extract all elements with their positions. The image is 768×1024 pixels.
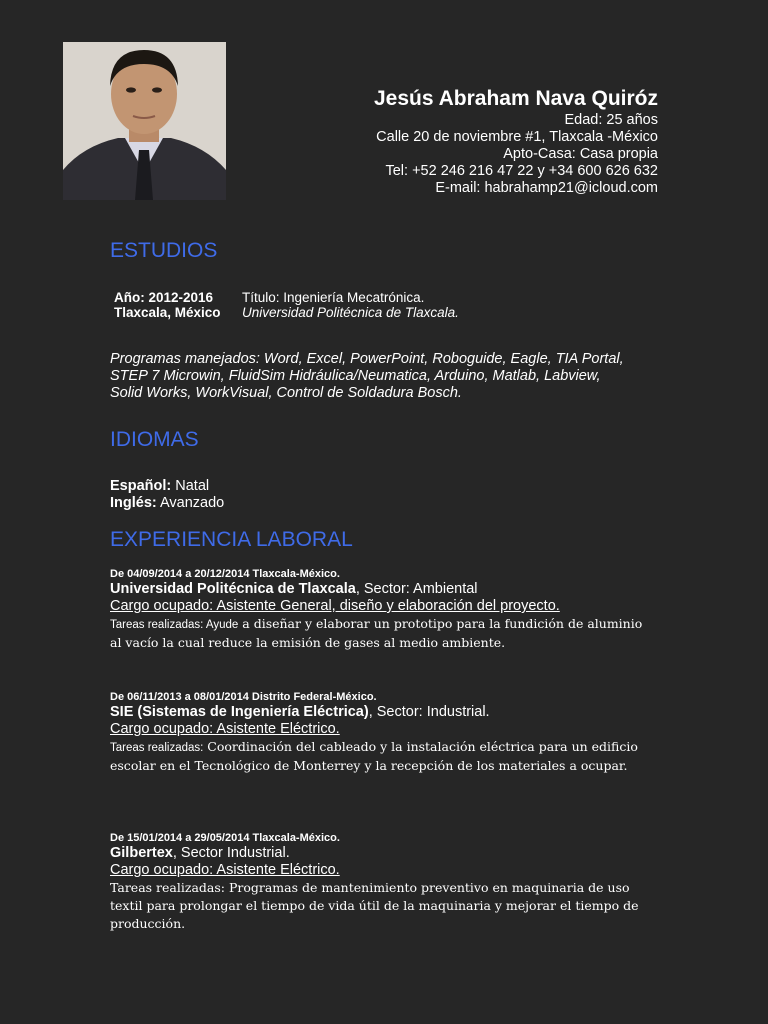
job-dates: De 15/01/2014 a 29/05/2014 Tlaxcala-México. <box>110 832 340 844</box>
job-tasks <box>110 615 655 652</box>
job-sector: , Sector: Ambiental <box>355 581 478 597</box>
portrait-image <box>63 42 226 200</box>
language-item <box>110 495 224 512</box>
section-heading-experiencia: EXPERIENCIA LABORAL <box>110 528 353 551</box>
language-level: Natal <box>175 478 210 494</box>
email-text: E-mail: habrahamp21@icloud.com <box>435 180 658 196</box>
job-tasks-text: Coordinación del cableado y la instalación eléctrica para un edificio escolar en el Tecnológico de Monterrey y la recepción de los materiales a ocupar. <box>110 739 638 773</box>
profile-photo <box>63 42 226 200</box>
language-item <box>110 478 209 495</box>
section-heading-idiomas: IDIOMAS <box>110 428 199 451</box>
language-name: Español: <box>110 478 172 494</box>
job-sector: , Sector: Industrial. <box>368 704 490 720</box>
job-company: SIE (Sistemas de Ingeniería Eléctrica) <box>110 704 369 720</box>
job-company: Universidad Politécnica de Tlaxcala <box>110 581 356 597</box>
contact-header <box>374 86 658 197</box>
phone-text: Tel: +52 246 216 47 22 y +34 600 626 632 <box>385 163 658 179</box>
job-organization <box>110 845 655 862</box>
job-tasks <box>110 738 655 775</box>
language-name: Inglés: <box>110 495 157 511</box>
housing-text: Apto-Casa: Casa propia <box>503 146 658 162</box>
candidate-name: Jesús Abraham Nava Quiróz <box>374 87 658 110</box>
job-tasks-text: a diseñar y elaborar un prototipo para la fundición de aluminio al vacío la cual reduce la emisión de gases al medio ambiente. <box>110 616 643 650</box>
job-entry <box>110 568 655 652</box>
job-organization <box>110 704 655 721</box>
education-row-1 <box>114 290 424 305</box>
education-years: Año: 2012-2016 <box>114 290 214 305</box>
job-dates: De 06/11/2013 a 08/01/2014 Distrito Federal-México. <box>110 691 377 703</box>
language-level: Avanzado <box>159 495 225 511</box>
job-company: Gilbertex <box>110 845 173 861</box>
address-text: Calle 20 de noviembre #1, Tlaxcala -México <box>376 129 658 145</box>
job-entry <box>110 832 655 933</box>
job-tasks-label: Tareas realizadas: <box>110 880 225 895</box>
software-skills: Programas manejados: Word, Excel, PowerPoint, Roboguide, Eagle, TIA Portal, STEP 7 Microwin, FluidSim Hidráulica/Neumatica, Arduino, Matlab, Labview, Solid Works, WorkVisual, Control de Soldadura Bosch. <box>110 351 624 401</box>
education-university: Universidad Politécnica de Tlaxcala. <box>242 305 459 320</box>
education-location: Tlaxcala, México <box>114 305 221 320</box>
job-sector: , Sector Industrial. <box>172 845 290 861</box>
job-dates: De 04/09/2014 a 20/12/2014 Tlaxcala-México. <box>110 568 340 580</box>
job-tasks-text: Programas de mantenimiento preventivo en maquinaria de uso textil para prolongar el tiempo de vida útil de la maquinaria y mejorar el tiempo de producción. <box>110 880 639 931</box>
job-position: Cargo ocupado: Asistente General, diseño y elaboración del proyecto. <box>110 598 560 614</box>
job-organization <box>110 581 655 598</box>
job-tasks <box>110 879 655 933</box>
education-title: Título: Ingeniería Mecatrónica. <box>242 290 425 305</box>
job-position: Cargo ocupado: Asistente Eléctrico. <box>110 721 340 737</box>
job-tasks-label: Tareas realizadas: Ayude <box>110 619 239 631</box>
education-row-2 <box>114 305 459 320</box>
section-heading-estudios: ESTUDIOS <box>110 239 218 262</box>
job-tasks-label: Tareas realizadas: <box>110 742 204 754</box>
age-text: Edad: 25 años <box>564 112 658 128</box>
job-position: Cargo ocupado: Asistente Eléctrico. <box>110 862 340 878</box>
job-entry <box>110 691 655 775</box>
